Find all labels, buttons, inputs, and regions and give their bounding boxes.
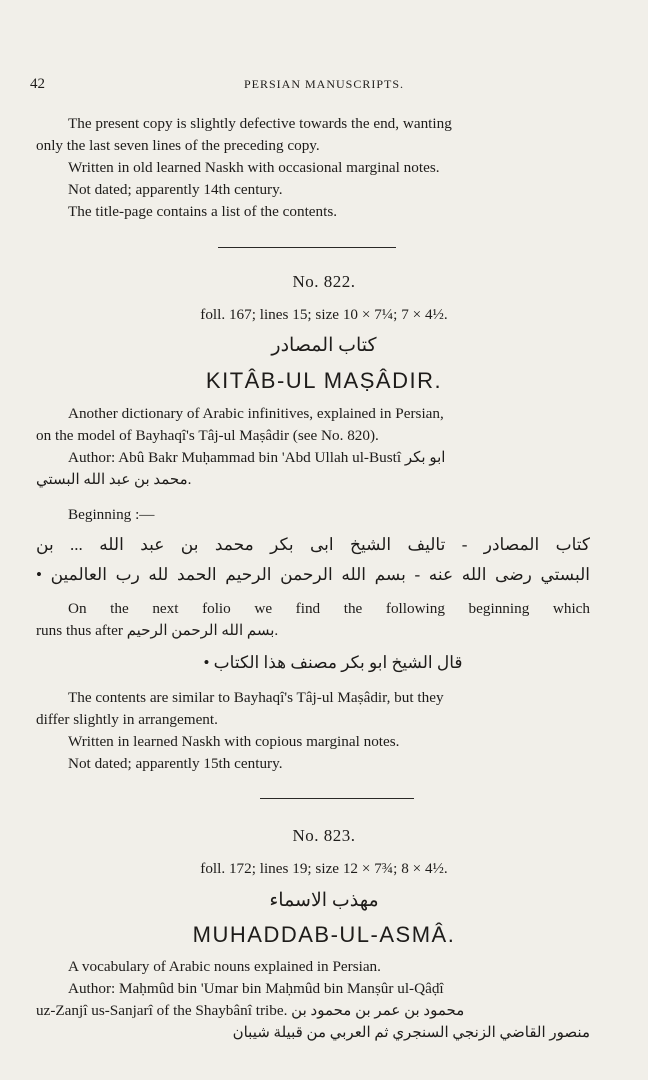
text-line: The contents are similar to Bayhaqî's Tâj-ul Maṣâdir, but they <box>68 689 444 706</box>
entry-title: KITÂB-UL MAṢÂDIR. <box>205 368 443 393</box>
quote-arabic <box>36 648 590 678</box>
beginning-label: Beginning :— <box>68 506 155 523</box>
entry-description <box>36 956 590 1044</box>
arabic-line: البستي رضى الله عنه - بسم الله الرحمن الرحيم الحمد لله رب العالمين • <box>36 565 590 584</box>
beginning-label-line <box>36 504 590 526</box>
date-note: Not dated; apparently 15th century. <box>68 755 283 772</box>
beginning-arabic <box>36 530 590 590</box>
script-note: Written in learned Naskh with copious marginal notes. <box>68 733 400 750</box>
arabic-title: كتاب المصادر <box>271 335 377 356</box>
author-arabic-2: محمد بن عبد الله البستي <box>36 472 188 488</box>
arabic-title: مهذب الاسماء <box>269 890 379 911</box>
arabic-line: قال الشيخ ابو بكر مصنف هذا الكتاب • <box>203 653 463 672</box>
author-arabic: ابو بكر <box>404 450 446 466</box>
text-line-with-arabic: runs thus after بسم الله الرحمن الرحيم. <box>36 622 279 639</box>
author-line <box>36 447 590 469</box>
text-line: Another dictionary of Arabic infinitives, explained in Persian, <box>68 405 444 422</box>
entry-number: No. 822. <box>292 272 356 291</box>
text-line: on the model of Bayhaqî's Tâj-ul Maṣâdir (see No. 820). <box>36 427 379 444</box>
author-arabic: محمود بن عمر بن محمود بن <box>291 1003 465 1019</box>
text-line: The present copy is slightly defective towards the end, wanting <box>68 115 452 132</box>
text-line: On the next folio we find the following beginning which <box>68 600 590 617</box>
entry-title: MUHADDAB-UL-ASMÂ. <box>192 922 456 947</box>
text-line: only the last seven lines of the preceding copy. <box>36 137 320 154</box>
running-head: PERSIAN MANUSCRIPTS. <box>243 77 405 91</box>
entry-specs: foll. 172; lines 19; size 12 × 7¾; 8 × 4½. <box>200 860 448 877</box>
text-fragment: runs thus after <box>36 622 123 639</box>
author-text: uz-Zanjî us-Sanjarî of the Shaybânî tribe. <box>36 1002 288 1019</box>
entry-description <box>36 403 590 491</box>
text-line: The title-page contains a list of the contents. <box>68 203 338 220</box>
arabic-fragment: بسم الله الرحمن الرحيم <box>126 623 275 639</box>
arabic-line: كتاب المصادر - تاليف الشيخ ابى بكر محمد بن عبد الله ... بن <box>36 535 590 554</box>
author-text: Author: Abû Bakr Muḥammad bin 'Abd Ullah ul-Bustî <box>68 449 402 466</box>
author-line: Author: Maḥmûd bin 'Umar bin Maḥmûd bin Manṣûr ul-Qâḍî <box>68 980 444 997</box>
section-divider <box>260 798 414 799</box>
text-line: differ slightly in arrangement. <box>36 711 218 728</box>
next-folio-paragraph <box>36 598 590 642</box>
page-number: 42 <box>30 76 45 92</box>
page-header <box>0 76 648 96</box>
text-line: Not dated; apparently 14th century. <box>68 181 283 198</box>
author-arabic-2: منصور القاضي الزنجي السنجري ثم العربي من قبيلة شيبان <box>232 1025 590 1041</box>
section-divider <box>218 247 396 248</box>
continuation-paragraph <box>36 113 590 223</box>
entry-number: No. 823. <box>292 826 356 845</box>
text-line: A vocabulary of Arabic nouns explained in Persian. <box>68 958 381 975</box>
author-line-2 <box>36 1000 590 1022</box>
contents-paragraph <box>36 687 590 775</box>
entry-specs: foll. 167; lines 15; size 10 × 7¼; 7 × 4½. <box>200 306 448 323</box>
text-line: Written in old learned Naskh with occasional marginal notes. <box>68 159 440 176</box>
author-line-2: محمد بن عبد الله البستي. <box>36 471 192 488</box>
